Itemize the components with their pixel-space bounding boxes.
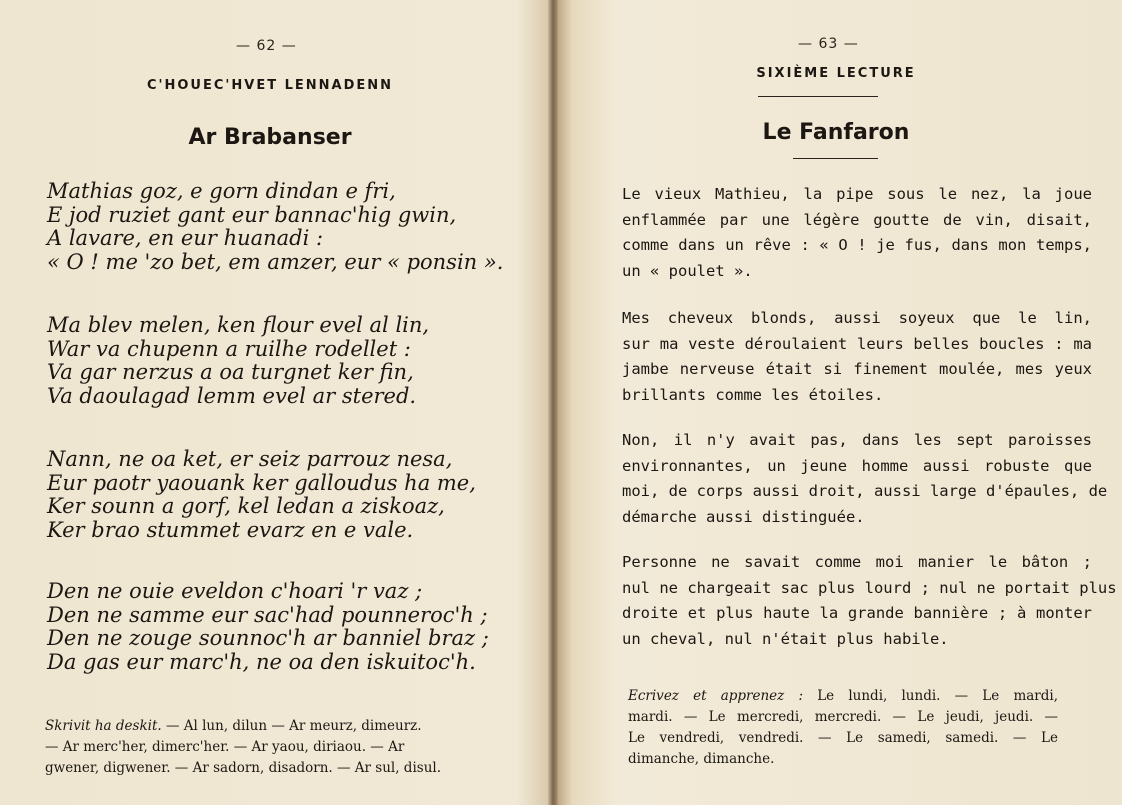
- text-line: nul ne chargeait sac plus lourd ; nul ne portait plus: [622, 578, 1117, 597]
- page-title: Le Fanfaron: [762, 120, 910, 145]
- verse-line: Ker sounn a gorf, kel ledan a ziskoaz,: [47, 494, 445, 518]
- exercise-line: mardi. — Le mercredi, mercredi. — Le jeudi, jeudi. —: [628, 709, 1058, 725]
- stanza: [47, 448, 517, 542]
- footnote-text: gwener, digwener. — Ar sadorn, disadorn. — Ar sul, disul.: [45, 760, 442, 776]
- verse-line: A lavare, en eur huanadi :: [47, 226, 324, 250]
- paragraph: [622, 550, 1117, 652]
- verse-line: Den ne ouie eveldon c'hoari 'r vaz ;: [47, 579, 423, 603]
- paragraph: [622, 428, 1108, 530]
- verse-line: Eur paotr yaouank ker galloudus ha me,: [47, 470, 476, 495]
- book-gutter: [548, 0, 558, 805]
- running-head: SIXIÈME LECTURE: [756, 66, 916, 81]
- exercise-line: dimanche, dimanche.: [628, 751, 775, 767]
- text-line: brillants comme les étoiles.: [622, 385, 884, 404]
- text-line: Le vieux Mathieu, la pipe sous le nez, la joue: [622, 185, 1092, 203]
- running-head: C'HOUEC'HVET LENNADENN: [146, 78, 394, 93]
- page-number: — 62 —: [236, 38, 297, 54]
- left-page: [0, 0, 548, 805]
- divider: [758, 96, 878, 97]
- stanza: [47, 180, 517, 274]
- exercise-text: Le lundi, lundi. — Le mardi,: [803, 688, 1059, 704]
- text-line: comme dans un rêve : « O ! je fus, dans mon temps,: [622, 236, 1092, 254]
- exercise-line: Le vendredi, vendredi. — Le samedi, samedi. — Le: [628, 730, 1058, 746]
- stanza: [47, 314, 517, 408]
- verse-line: Va gar nerzus a oa turgnet ker fin,: [47, 360, 414, 384]
- verse-line: Da gas eur marc'h, ne oa den iskuitoc'h.: [47, 649, 476, 674]
- text-line: enflammée par une légère goutte de vin, disait,: [622, 210, 1092, 229]
- text-line: Mes cheveux blonds, aussi soyeux que le lin,: [622, 309, 1092, 327]
- verse-line: Mathias goz, e gorn dindan e fri,: [47, 179, 396, 203]
- verse-line: Nann, ne oa ket, er seiz parrouz nesa,: [47, 447, 453, 471]
- text-line: un cheval, nul n'était plus habile.: [622, 629, 949, 648]
- verse-line: Ma blev melen, ken flour evel al lin,: [47, 313, 430, 337]
- exercise-line: [628, 686, 1058, 707]
- verse-line: E jod ruziet gant eur bannac'hig gwin,: [47, 202, 457, 227]
- verse-line: Ker brao stummet evarz en e vale.: [47, 517, 414, 542]
- footnote-label: Skrivit ha deskit.: [45, 718, 162, 734]
- text-line: démarche aussi distinguée.: [622, 507, 865, 526]
- verse-line: « O ! me 'zo bet, em amzer, eur « ponsin ».: [47, 249, 504, 274]
- footnote-text: — Ar merc'her, dimerc'her. — Ar yaou, diriaou. — Ar: [45, 739, 405, 755]
- text-line: Non, il n'y avait pas, dans les sept paroisses: [622, 431, 1092, 449]
- text-line: un « poulet ».: [622, 261, 753, 280]
- page-number: — 63 —: [798, 36, 859, 52]
- stanza: [47, 580, 517, 674]
- verse-line: Den ne zouge sounnoc'h ar banniel braz ;: [47, 626, 489, 650]
- verse-line: War va chupenn a ruilhe rodellet :: [47, 336, 411, 361]
- footnote: [45, 716, 525, 779]
- text-line: Personne ne savait comme moi manier le bâton ;: [622, 553, 1092, 571]
- exercise-label: Ecrivez et apprenez :: [628, 688, 804, 704]
- page-title: Ar Brabanser: [188, 125, 352, 150]
- verse-line: Den ne samme eur sac'had pounneroc'h ;: [47, 602, 488, 627]
- text-line: sur ma veste déroulaient leurs belles boucles : ma: [622, 334, 1092, 353]
- verse-line: Va daoulagad lemm evel ar stered.: [47, 383, 417, 408]
- exercise: [628, 686, 1058, 770]
- right-page: [558, 0, 1122, 805]
- paragraph: [622, 306, 1092, 408]
- divider: [793, 158, 878, 159]
- footnote-text: — Al lun, dilun — Ar meurz, dimeurz.: [161, 718, 422, 734]
- paragraph: [622, 182, 1092, 284]
- text-line: moi, de corps aussi droit, aussi large d'épaules, de: [622, 482, 1108, 500]
- text-line: jambe nerveuse était si finement moulée, mes yeux: [622, 360, 1092, 378]
- text-line: droite et plus haute la grande bannière ; à monter: [622, 604, 1092, 622]
- text-line: environnantes, un jeune homme aussi robuste que: [622, 456, 1092, 475]
